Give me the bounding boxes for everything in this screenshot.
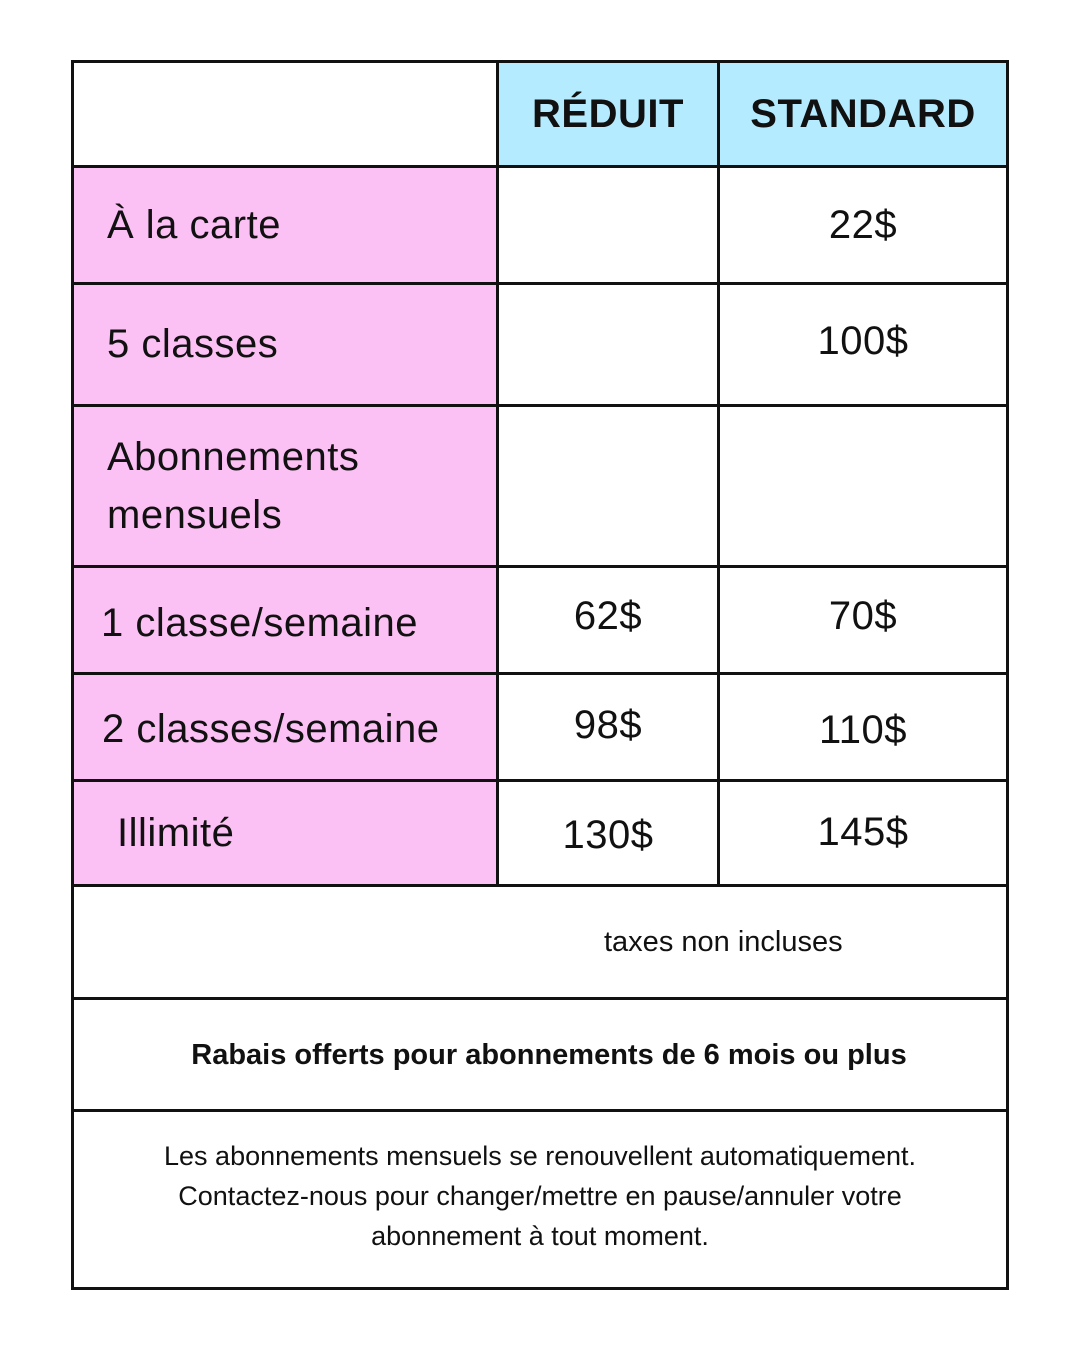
- row-label-5-classes: [74, 285, 496, 404]
- renewal-note-text: Les abonnements mensuels se renouvellent automatiquement. Contactez-nous pour changer/mettre en pause/annuler votre abonnement à tout moment.: [164, 1140, 916, 1251]
- divider: [71, 884, 1009, 887]
- price-standard-a-la-carte: [720, 168, 1006, 282]
- price-standard-1-classe: [720, 568, 1006, 664]
- discount-note-text: Rabais offerts pour abonnements de 6 mois ou plus: [191, 1038, 907, 1071]
- header-standard: [720, 63, 1006, 165]
- row-label-text: 5 classes: [107, 322, 279, 366]
- price-standard-5-classes: [720, 285, 1006, 397]
- price-value: 100$: [817, 318, 909, 363]
- renewal-note: [74, 1112, 1006, 1287]
- divider: [71, 997, 1009, 1000]
- header-reduit: [499, 63, 717, 165]
- row-label-text: Abonnements mensuels: [107, 435, 360, 537]
- header-reduit-label: RÉDUIT: [532, 91, 684, 136]
- discount-note: [74, 1000, 1006, 1110]
- taxes-note: [74, 887, 1006, 998]
- row-label-illimite: [74, 782, 496, 884]
- price-value: 70$: [828, 593, 898, 638]
- row-label-text: À la carte: [107, 202, 281, 247]
- price-value: 110$: [818, 707, 907, 752]
- divider: [71, 672, 1009, 675]
- taxes-note-text: taxes non incluses: [604, 926, 843, 958]
- price-reduit-illimite: [499, 782, 717, 888]
- price-reduit-1-classe: [499, 568, 717, 664]
- price-value: 22$: [828, 202, 898, 247]
- row-label-abonnements-mensuels: [74, 407, 496, 565]
- price-value: 62$: [573, 593, 643, 638]
- price-value: 145$: [817, 809, 909, 854]
- divider: [71, 404, 1009, 407]
- divider: [71, 282, 1009, 285]
- price-reduit-abonnements: [499, 407, 717, 565]
- price-standard-illimite: [720, 782, 1006, 882]
- price-reduit-5-classes: [499, 285, 717, 404]
- column-divider: [717, 60, 720, 887]
- row-label-text: Illimité: [117, 810, 235, 855]
- column-divider: [496, 60, 499, 887]
- price-reduit-a-la-carte: [499, 168, 717, 282]
- header-standard-label: STANDARD: [750, 91, 976, 136]
- divider: [71, 165, 1009, 168]
- row-label-2-classes-semaine: [74, 675, 496, 779]
- price-value: 130$: [562, 812, 654, 857]
- price-reduit-2-classes: [499, 675, 717, 775]
- row-label-text: 2 classes/semaine: [102, 706, 440, 751]
- row-label-text: 1 classe/semaine: [101, 600, 419, 645]
- divider: [71, 565, 1009, 568]
- row-label-a-la-carte: [74, 168, 496, 282]
- price-standard-abonnements: [720, 407, 1006, 565]
- row-label-1-classe-semaine: [74, 568, 496, 672]
- price-standard-2-classes: [720, 675, 1006, 785]
- divider: [71, 1109, 1009, 1112]
- price-value: 98$: [573, 702, 643, 747]
- divider: [71, 779, 1009, 782]
